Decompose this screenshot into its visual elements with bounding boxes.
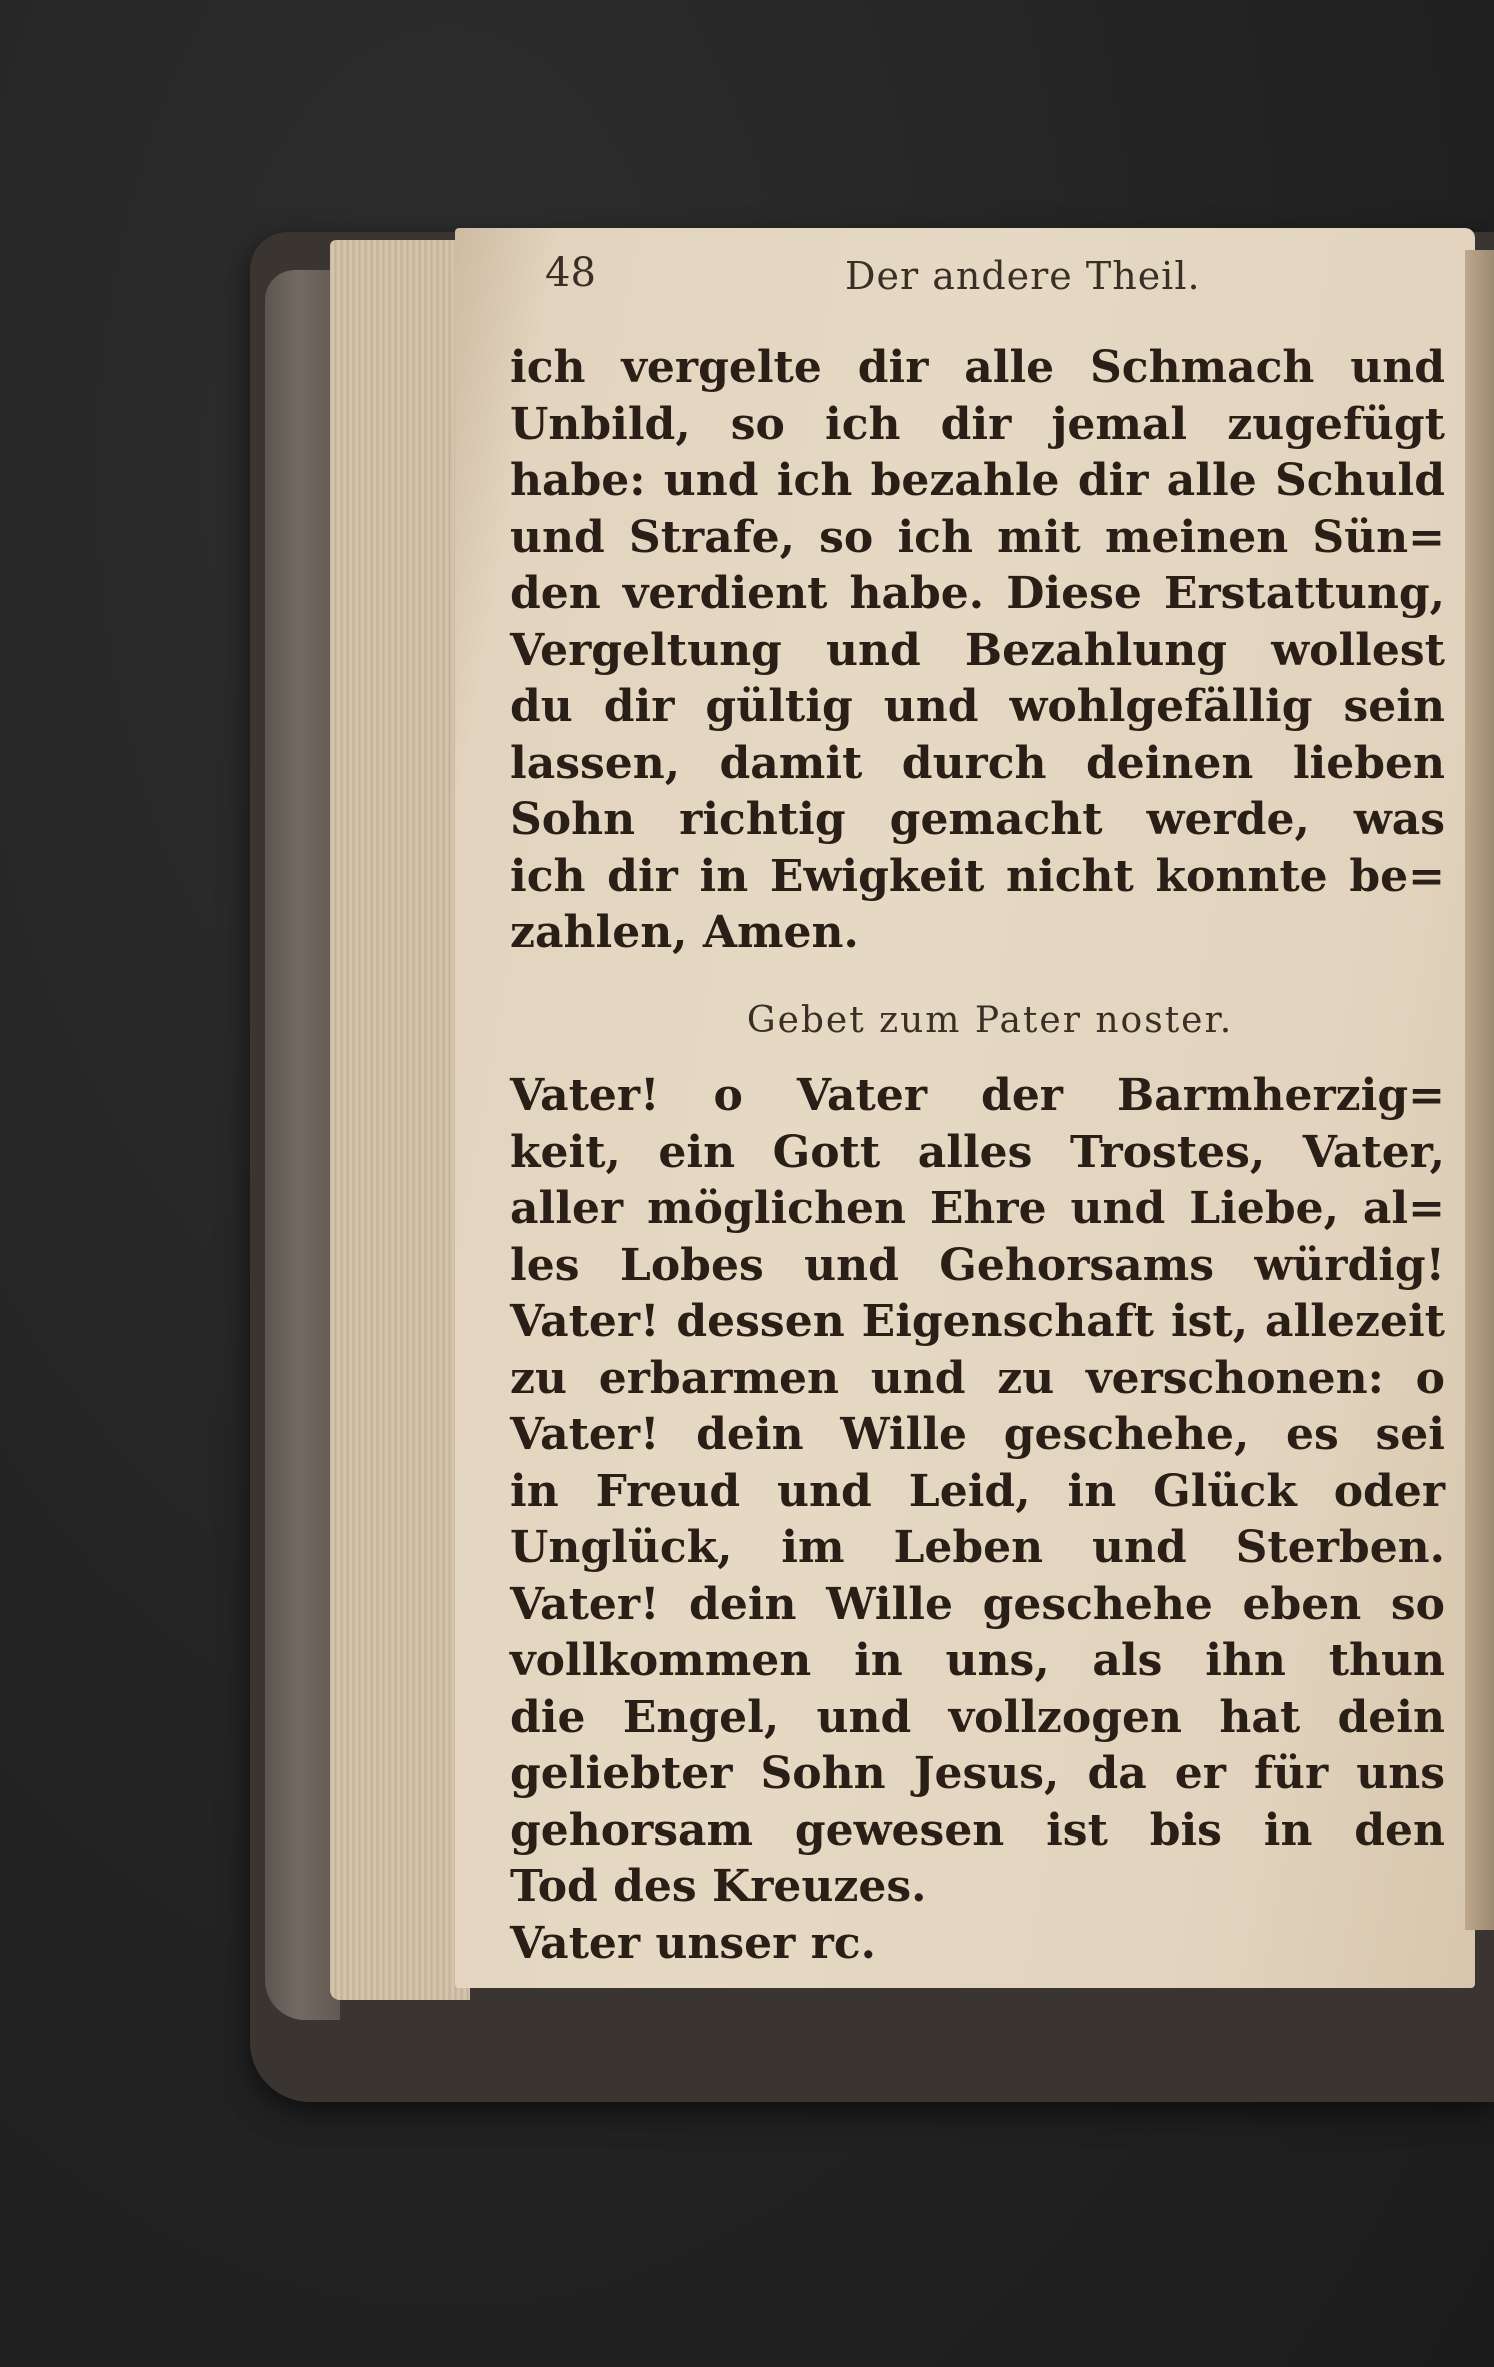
text-line: Tod des Kreuzes. <box>510 1861 927 1912</box>
text-line: Vater! dessen Eigenschaft ist, allezeit <box>510 1296 1445 1347</box>
spine-cloth <box>265 270 340 2020</box>
text-line: Unbild, so ich dir jemal zugefügt <box>510 398 1445 450</box>
text-line: Vater! o Vater der Barmherzig= <box>510 1070 1445 1121</box>
text-line: Vergeltung und Bezahlung wollest <box>510 624 1445 676</box>
text-line: habe: und ich bezahle dir alle Schuld <box>510 455 1445 506</box>
text-line: du dir gültig und wohlgefällig sein <box>510 681 1445 732</box>
text-line: keit, ein Gott alles Trostes, Vater, <box>510 1126 1445 1178</box>
text-line: Vater unser rc. <box>510 1917 876 1969</box>
text-line: die Engel, und vollzogen hat dein <box>510 1691 1445 1743</box>
text-block-pater-noster <box>510 1068 1445 1972</box>
text-line: Unglück, im Leben und Sterben. <box>510 1522 1445 1573</box>
page-edges <box>330 240 470 2000</box>
text-line: les Lobes und Gehorsams würdig! <box>510 1239 1445 1291</box>
page-number: 48 <box>545 250 596 296</box>
text-line: lassen, damit durch deinen lieben <box>510 737 1445 789</box>
text-line: Vater! dein Wille geschehe eben so <box>510 1578 1445 1630</box>
running-title: Der andere Theil. <box>845 254 1201 298</box>
fore-edge <box>1465 250 1494 1930</box>
text-line: vollkommen in uns, als ihn thun <box>510 1635 1445 1686</box>
text-line: und Strafe, so ich mit meinen Sün= <box>510 511 1445 563</box>
text-line: Vater! dein Wille geschehe, es sei <box>510 1409 1445 1460</box>
running-head <box>545 250 1415 310</box>
text-line: ich vergelte dir alle Schmach und <box>510 342 1445 393</box>
text-line: zu erbarmen und zu verschonen: o <box>510 1352 1445 1404</box>
text-line: ich dir in Ewigkeit nicht konnte be= <box>510 850 1445 902</box>
text-block-closing-prayer <box>510 340 1445 962</box>
text-line: den verdient habe. Diese Erstattung, <box>510 568 1445 619</box>
section-heading: Gebet zum Pater noster. <box>746 1000 1234 1041</box>
text-line: aller möglichen Ehre und Liebe, al= <box>510 1183 1445 1234</box>
text-line: zahlen, Amen. <box>510 907 859 958</box>
text-line: geliebter Sohn Jesus, da er für uns <box>510 1748 1445 1799</box>
text-line: Sohn richtig gemacht werde, was <box>510 794 1445 845</box>
text-line: in Freud und Leid, in Glück oder <box>510 1465 1445 1517</box>
text-line: gehorsam gewesen ist bis in den <box>510 1804 1445 1856</box>
